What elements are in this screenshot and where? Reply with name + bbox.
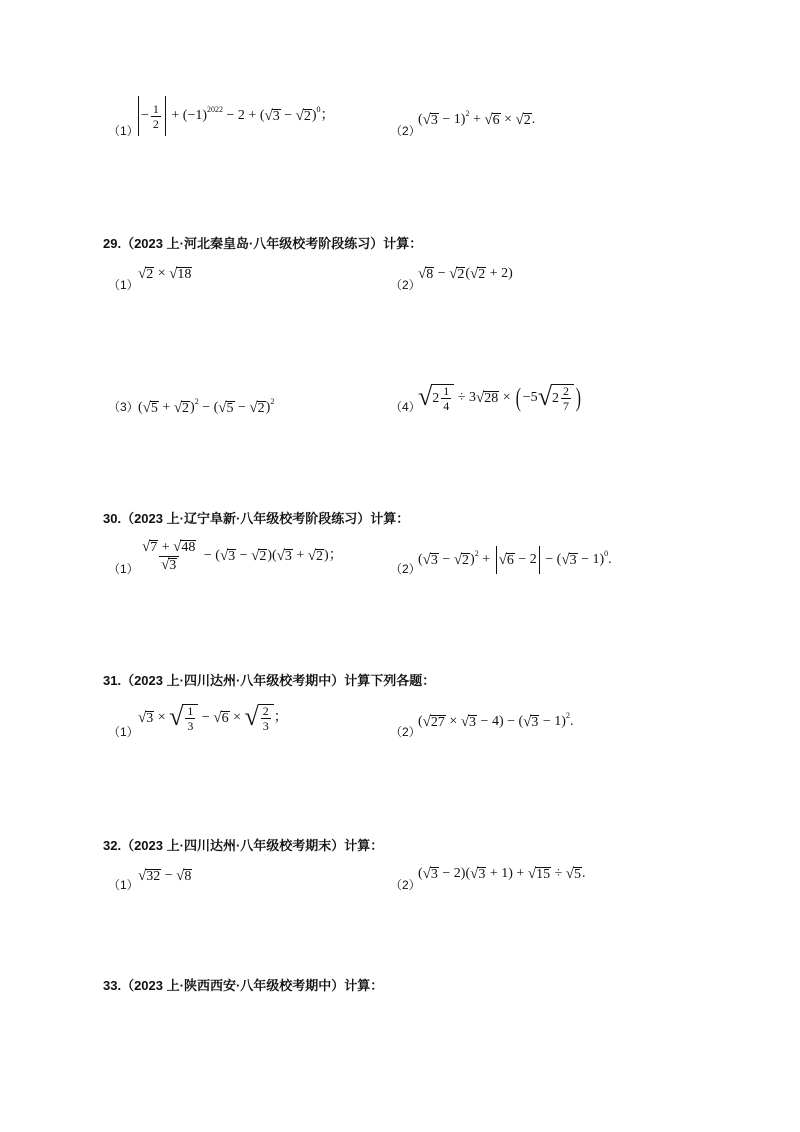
top-p2-end: . [531, 112, 536, 127]
q32-source: （2023 上·四川达州·八年级校考期末）计算： [121, 838, 384, 853]
q29-p3-expression: ( √ 5 + √ 2 ) 2 − ( √ 5 − √ 2 ) 2 [138, 397, 275, 416]
q32-number: 32. [103, 838, 122, 853]
q30-p2-label: （2） [390, 562, 421, 576]
q29-p2-label: （2） [390, 278, 421, 292]
q32-p1-label: （1） [108, 878, 139, 892]
q30-p2-expression: ( √ 3 − √ 2 ) 2 + √ 6 − 2 − ( √ 3 − 1) 0 . [418, 546, 612, 574]
q32-p2-end: . [581, 866, 586, 881]
q33-heading [103, 975, 383, 994]
top-p2-expression: ( √ 3 − 1) 2 + √ 6 × √ 2 . [418, 109, 536, 128]
q30-p1-end: ； [328, 548, 343, 563]
q30-number: 30. [103, 511, 122, 526]
q31-source: （2023 上·四川达州·八年级校考期中）计算下列各题： [121, 673, 436, 688]
q31-number: 31. [103, 673, 122, 688]
q33-source: （2023 上·陕西西安·八年级校考期中）计算： [121, 978, 384, 993]
q32-p1-expression: √ 32 − √ 8 [138, 867, 192, 884]
top-p1-expression: − $\frac{1}{2}$ + (−1) 2022 − 2 + ( √ 3 − √ 2 ) 0 ； [136, 96, 335, 136]
q29-p1-expression: √ 2 × √ 18 [138, 265, 192, 282]
q30-p1-expression: √ 7 + √ 48 √ 3 − ( √ 3 − √ 2 )( √ 3 + √ 2 ) ； [142, 538, 343, 573]
q29-number: 29. [103, 236, 122, 251]
top-p1-end: ； [320, 108, 335, 123]
top-p2-label: （2） [390, 124, 421, 138]
q29-p1-label: （1） [108, 278, 139, 292]
q30-p2-end: . [608, 552, 612, 567]
q29-source: （2023 上·河北秦皇岛·八年级校考阶段练习）计算： [121, 236, 423, 251]
q29-p3-label: （3） [108, 400, 139, 414]
q32-heading [103, 835, 383, 854]
top-p1-label: （1） [108, 124, 139, 138]
q31-p2-end: . [569, 714, 574, 729]
q32-p2-label: （2） [390, 878, 421, 892]
q31-p1-expression: √ 3 × √ $\frac{1}{3}$ − √ 6 × √ $\frac{2}{3}$ ； [138, 702, 288, 733]
q31-p2-label: （2） [390, 725, 421, 739]
q29-heading [103, 233, 422, 252]
q29-p2-expression: √ 8 − √ 2 ( √ 2 + 2) [418, 265, 513, 282]
q30-p1-label: （1） [108, 562, 139, 576]
q32-p2-expression: ( √ 3 − 2)( √ 3 + 1) + √ 15 ÷ √ 5 . [418, 865, 586, 882]
q31-p1-label: （1） [108, 725, 139, 739]
q31-heading [103, 670, 435, 689]
q30-source: （2023 上·辽宁阜新·八年级校考阶段练习）计算： [121, 511, 410, 526]
q29-p4-expression: √ 2 $\frac{1}{4}$ ÷ 3 √ 28 × ( −5 √ 2 $\frac{2}{7}$ ) [418, 382, 581, 413]
q33-number: 33. [103, 978, 122, 993]
q31-p2-expression: ( √ 27 × √ 3 − 4) − ( √ 3 − 1) 2 . [418, 711, 574, 730]
q31-p1-end: ； [273, 710, 288, 725]
q29-p4-label: （4） [390, 400, 421, 414]
q30-heading [103, 508, 409, 527]
